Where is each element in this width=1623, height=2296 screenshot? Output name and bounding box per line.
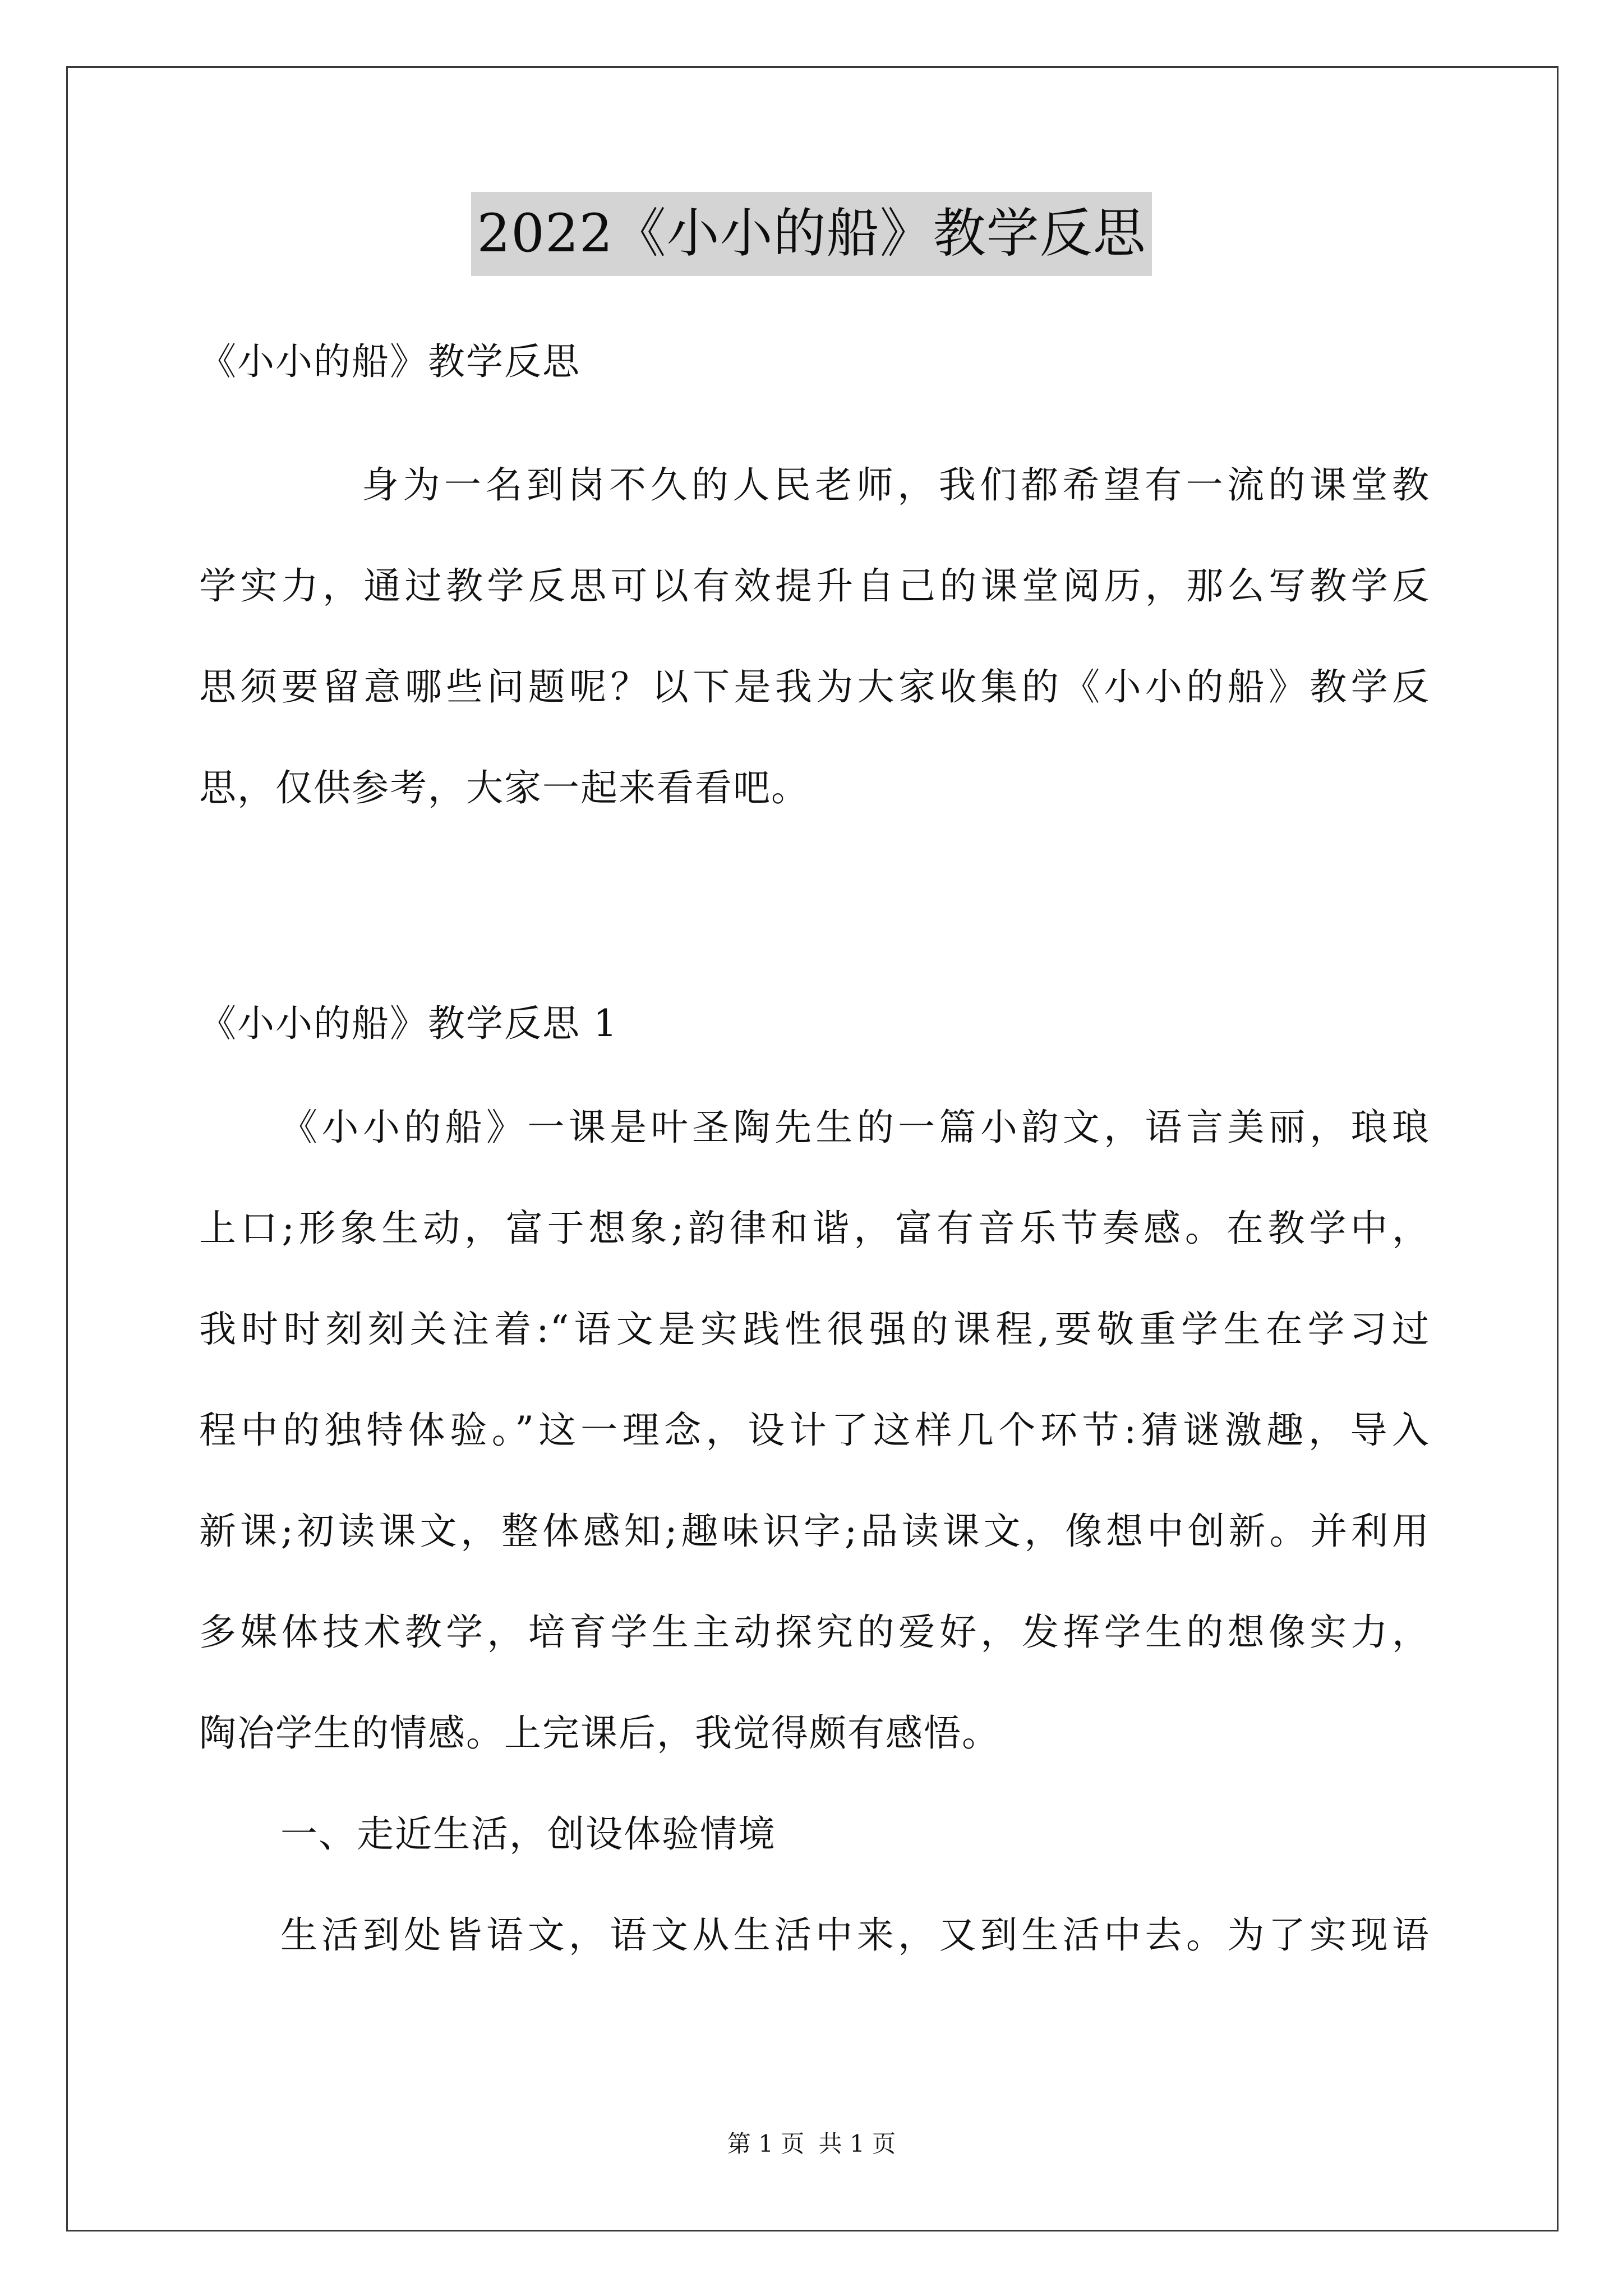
page-total: 共 1 页	[818, 2130, 896, 2157]
section-heading-1: 《小小的船》教学反思 1	[199, 1002, 618, 1045]
title-container	[0, 192, 1623, 276]
point1-heading: 一、走近生活，创设体验情境	[280, 1812, 776, 1856]
intro-line-4: 思，仅供参考，大家一起来看看吧。	[199, 766, 809, 809]
intro-line-1: 身为一名到岗不久的人民老师，我们都希望有一流的课堂教	[362, 463, 1430, 507]
section1-line-2: 上口;形象生动，富于想象;韵律和谐，富有音乐节奏感。在教学中，	[199, 1207, 1430, 1250]
section1-line-4: 程中的独特体验。”这一理念，设计了这样几个环节:猜谜激趣，导入	[199, 1409, 1430, 1452]
page-footer	[0, 2127, 1623, 2161]
point1-line-1: 生活到处皆语文，语文从生活中来，又到生活中去。为了实现语	[280, 1913, 1430, 1957]
section1-line-6: 多媒体技术教学，培育学生主动探究的爱好，发挥学生的想像实力，	[199, 1611, 1430, 1654]
section1-line-5: 新课;初读课文，整体感知;趣味识字;品读课文，像想中创新。并利用	[199, 1510, 1430, 1553]
document-title: 2022《小小的船》教学反思	[471, 192, 1151, 276]
intro-line-3: 思须要留意哪些问题呢？以下是我为大家收集的《小小的船》教学反	[199, 665, 1430, 708]
section1-line-7: 陶冶学生的情感。上完课后，我觉得颇有感悟。	[199, 1711, 1000, 1755]
page-number: 第 1 页	[727, 2130, 805, 2157]
subtitle: 《小小的船》教学反思	[199, 340, 580, 383]
section1-line-3: 我时时刻刻关注着:“语文是实践性很强的课程,要敬重学生在学习过	[199, 1308, 1430, 1351]
section1-line-1: 《小小的船》一课是叶圣陶先生的一篇小韵文，语言美丽，琅琅	[280, 1106, 1430, 1149]
intro-line-2: 学实力，通过教学反思可以有效提升自己的课堂阅历，那么写教学反	[199, 564, 1430, 608]
